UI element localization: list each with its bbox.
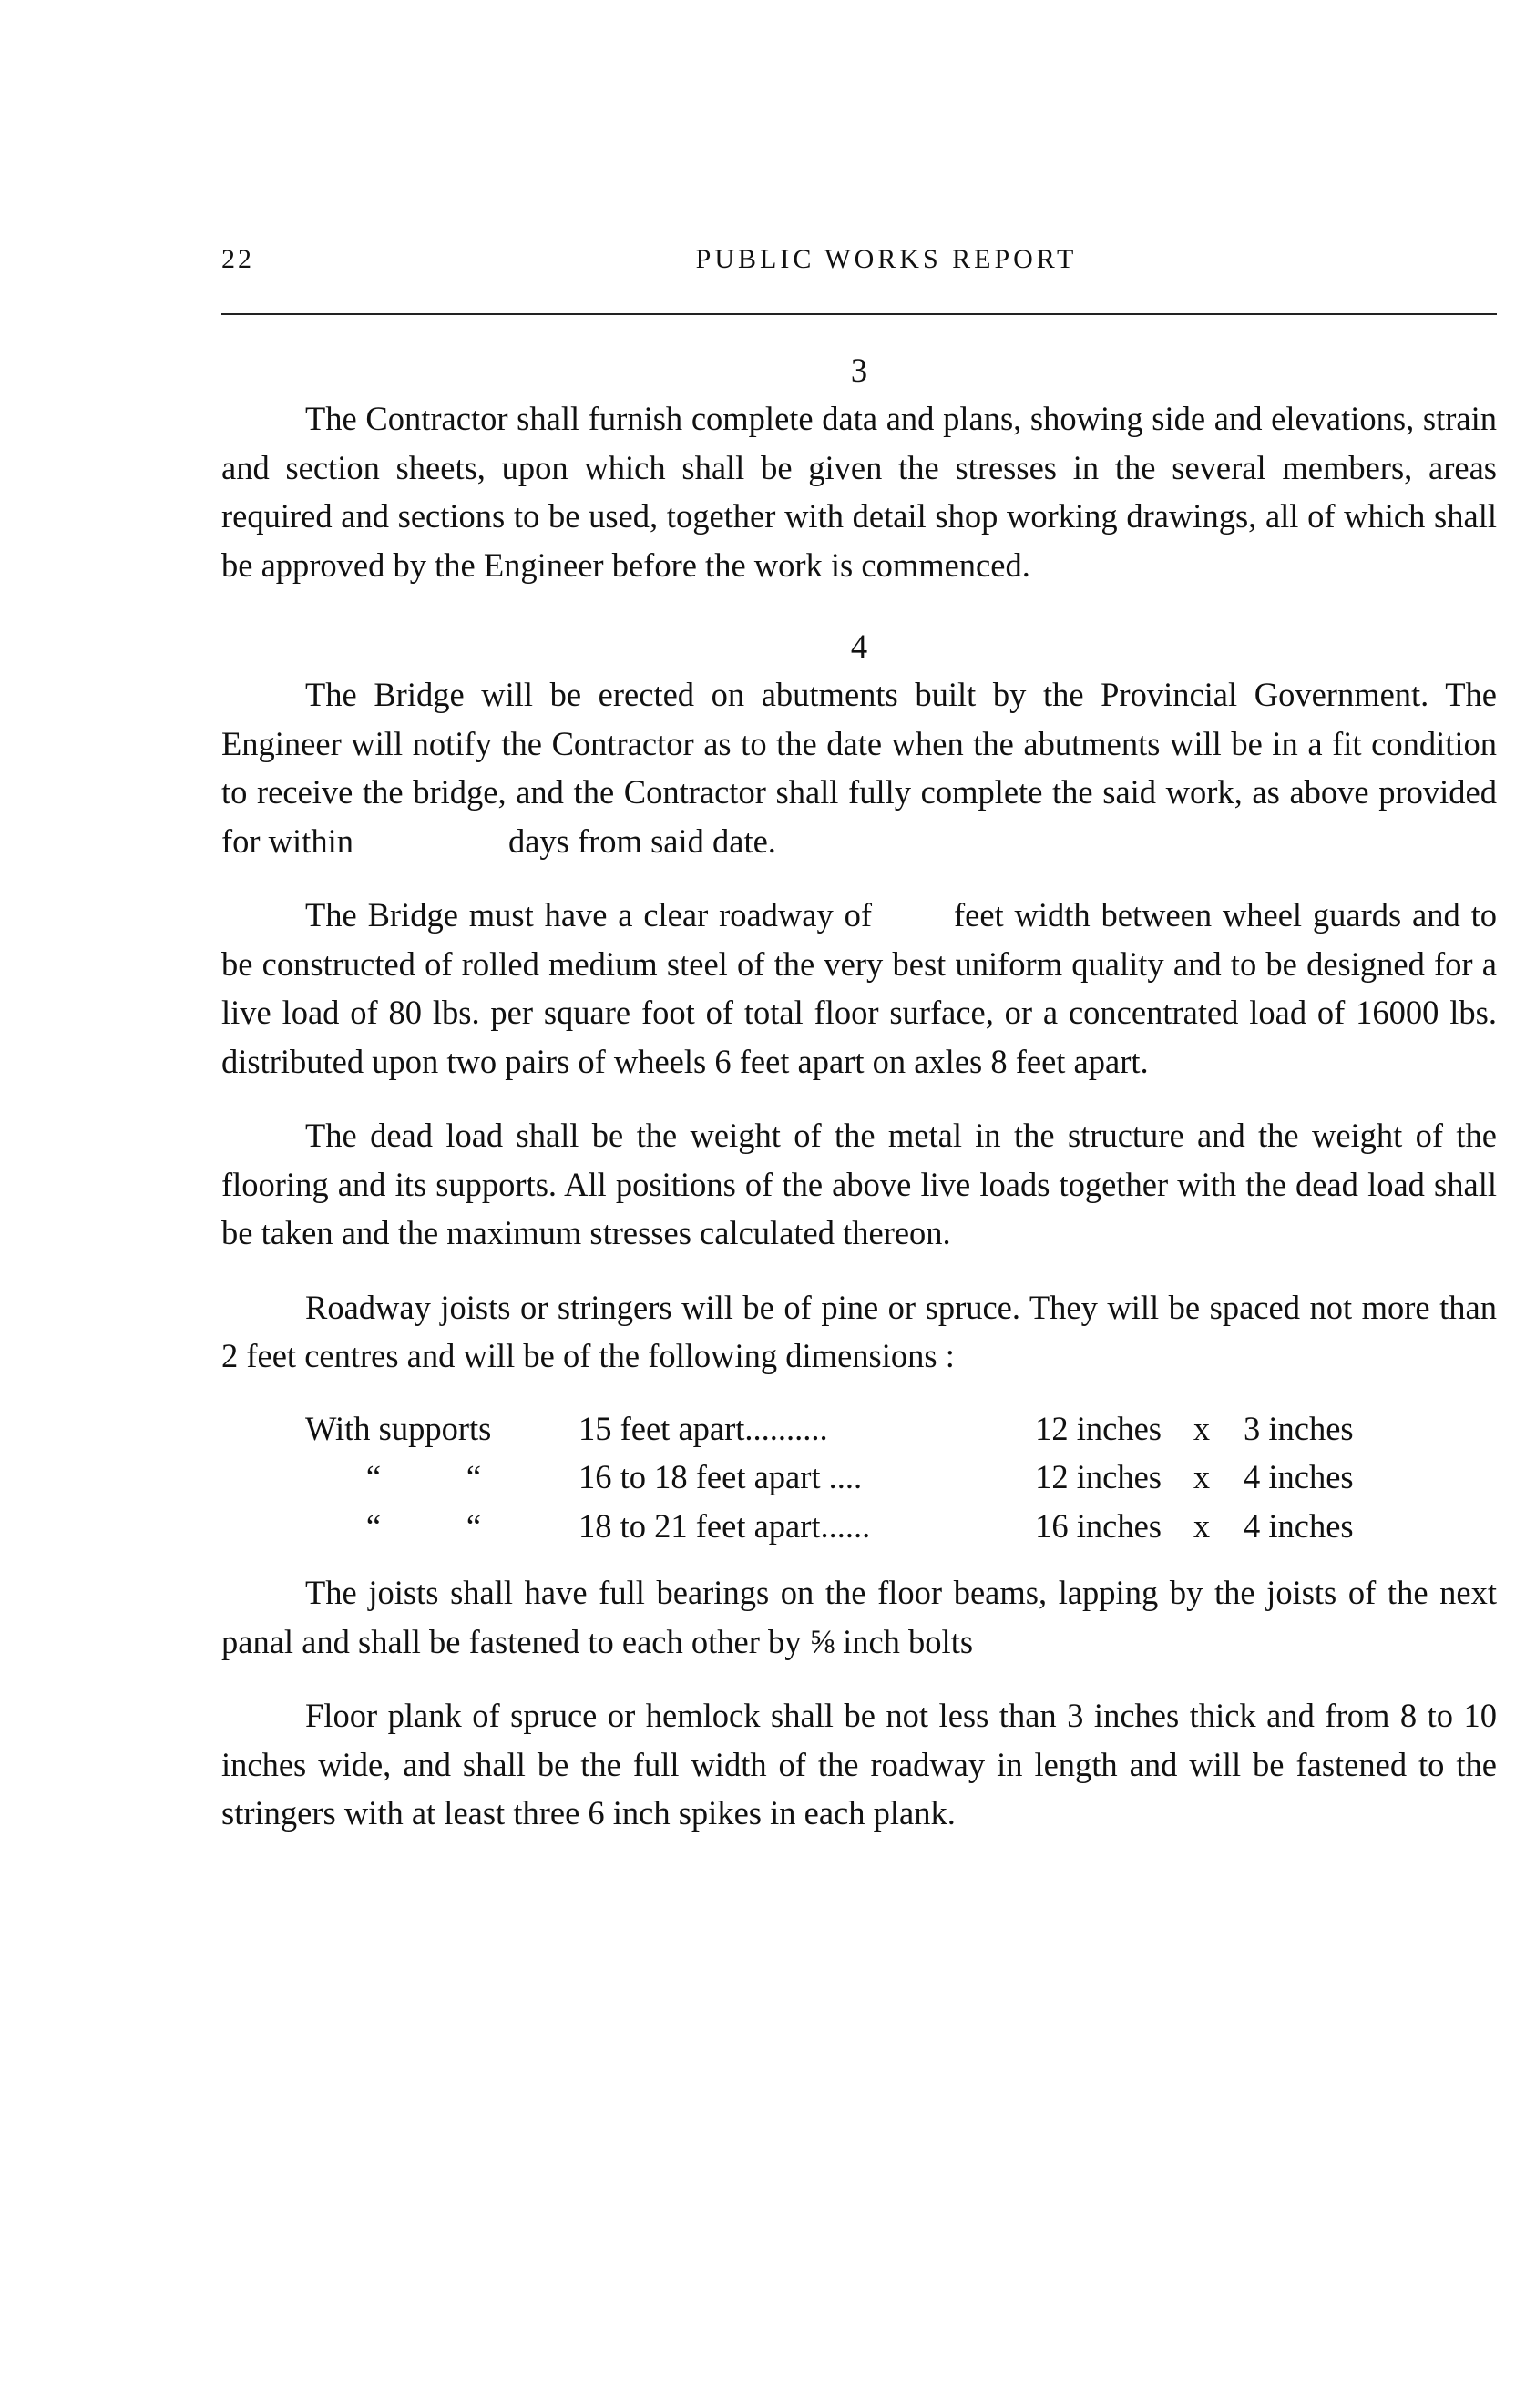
table-row <box>305 1404 1398 1454</box>
abutments-text-end: days from said date. <box>507 821 776 860</box>
row-width: 4 inches <box>1244 1506 1354 1545</box>
paragraph-contractor-plans: The Contractor shall furnish complete data and plans, showing side and elevations, strain and section sheets, upon which shall be given the stresses in the several members, areas required and sections to be used, together with detail shop working drawings, all of which shall be approved by the Engineer before the work is commenced. <box>221 400 1497 584</box>
page-number: 22 <box>221 244 254 274</box>
row-times: x <box>1193 1458 1211 1495</box>
row-width: 4 inches <box>1244 1458 1354 1495</box>
row-label: With supports <box>305 1409 492 1447</box>
paragraph-joists: Roadway joists or stringers will be of pine or spruce. They will be spaced not more than 2 feet centres and will be of the following dimensions : <box>221 1288 1497 1374</box>
ditto-mark: “ <box>365 1458 382 1495</box>
dimensions-table <box>305 1404 1398 1551</box>
row-times: x <box>1193 1506 1211 1545</box>
roadway-text-end: feet width between wheel guards and to be constructed of rolled medium steel of the very best uniform quality and to be designed for a live load of 80 lbs. per square foot of total floor surface, or a concentrated load of 16000 lbs. distributed upon two pairs of wheels 6 feet apart on axles 8 feet apart. <box>221 896 1497 1080</box>
section-number-4: 4 <box>850 628 868 665</box>
table-row <box>305 1502 1398 1551</box>
abutments-text: The Bridge will be erected on abutments built by the Provincial Government. The Engineer will notify the Contractor as to the date when the abutments will be in a fit condition to receive the bridge, and the Contractor shall fully complete the said work, as above provided for within <box>221 676 1497 860</box>
row-span: 16 to 18 feet apart .... <box>579 1458 863 1495</box>
header-rule <box>221 313 1497 315</box>
row-label <box>305 1502 579 1551</box>
row-depth: 12 inches <box>1035 1409 1162 1447</box>
body-text <box>221 346 1497 1838</box>
ditto-mark: “ <box>466 1458 482 1495</box>
paragraph-roadway-loads <box>221 891 1497 1086</box>
row-times: x <box>1193 1409 1211 1447</box>
row-span: 15 feet apart.......... <box>579 1409 828 1447</box>
paragraph-dead-load: The dead load shall be the weight of the metal in the structure and the weight of the flooring and its supports. All positions of the above live loads together with the dead load shall be taken and the maximum stresses calculated thereon. <box>221 1117 1497 1251</box>
section-number-3: 3 <box>850 352 868 389</box>
table-row <box>305 1453 1398 1502</box>
paragraph-floor-plank: Floor plank of spruce or hemlock shall be not less than 3 inches thick and from 8 to 10 inches wide, and shall be the full width of the roadway in length and will be fastened to the stringers with at least three 6 inch spikes in each plank. <box>221 1697 1497 1832</box>
roadway-text: The Bridge must have a clear roadway of <box>305 896 872 934</box>
paragraph-abutments <box>221 670 1497 865</box>
row-depth: 16 inches <box>1035 1506 1162 1545</box>
ditto-mark: “ <box>365 1506 382 1545</box>
row-depth: 12 inches <box>1035 1458 1162 1495</box>
row-span: 18 to 21 feet apart...... <box>579 1506 871 1545</box>
page-header <box>221 244 1497 290</box>
row-width: 3 inches <box>1244 1409 1354 1447</box>
row-label <box>305 1453 579 1502</box>
paragraph-joist-bearings: The joists shall have full bearings on the floor beams, lapping by the joists of the next panal and shall be fastened to each other by ⅝ inch bolts <box>221 1574 1497 1660</box>
ditto-mark: “ <box>466 1506 482 1545</box>
running-head: PUBLIC WORKS REPORT <box>695 244 1078 274</box>
